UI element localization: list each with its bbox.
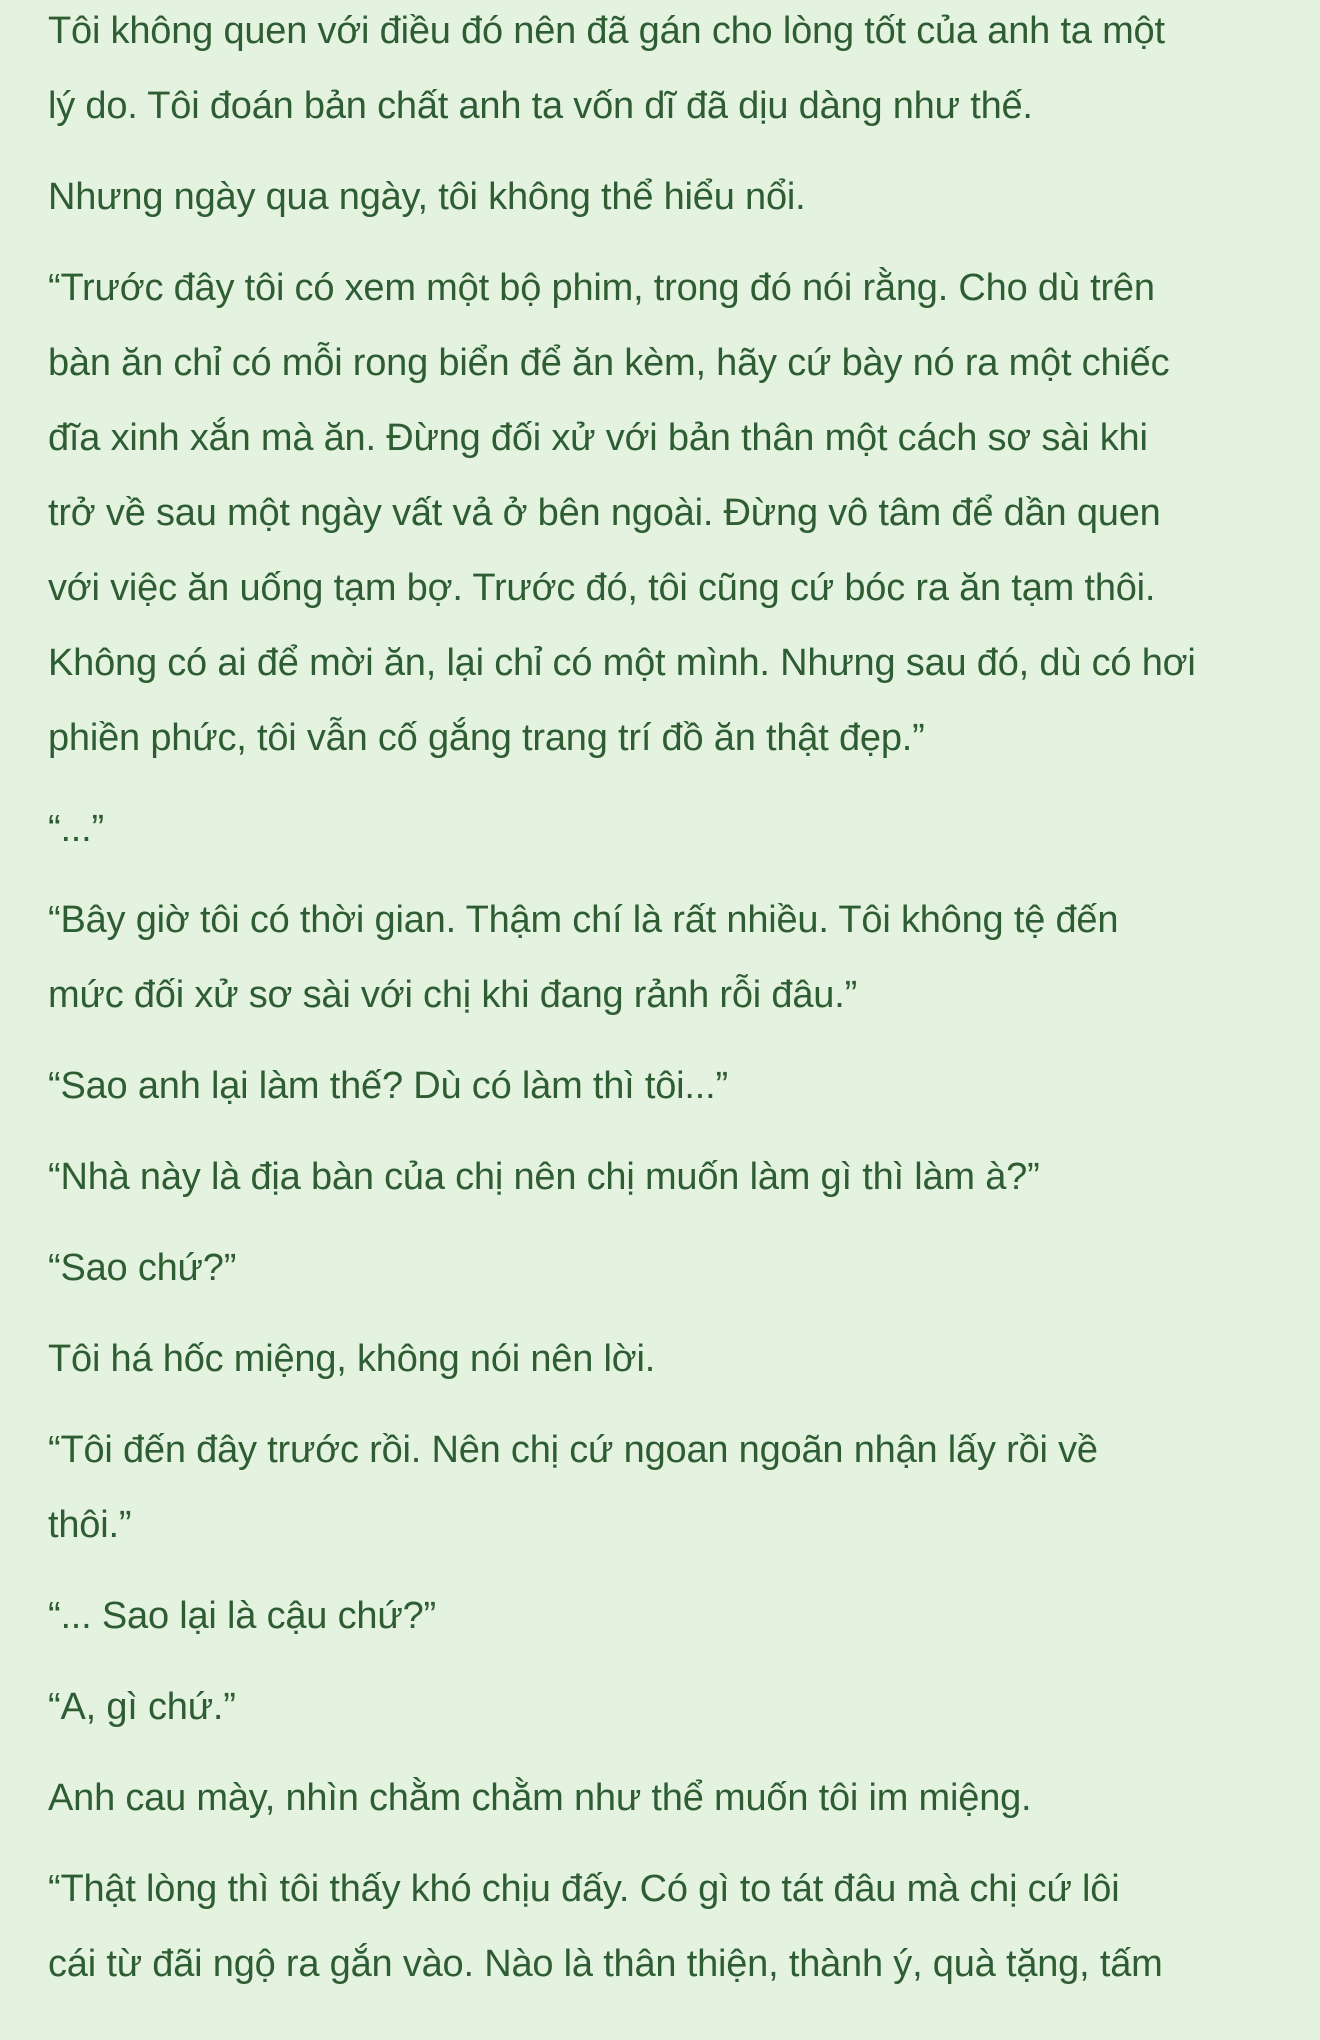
text-line: Nhưng ngày qua ngày, tôi không thể hiểu nổi. <box>48 176 806 218</box>
text-line: “Thật lòng thì tôi thấy khó chịu đấy. Có gì to tát đâu mà chị cứ lôi <box>48 1868 1120 1910</box>
text-line: “... Sao lại là cậu chứ?” <box>48 1595 436 1637</box>
text-line: bàn ăn chỉ có mỗi rong biển để ăn kèm, hãy cứ bày nó ra một chiếc <box>48 342 1170 384</box>
paragraph <box>48 1231 1272 1306</box>
text-line: “Sao chứ?” <box>48 1247 237 1289</box>
text-line: “Trước đây tôi có xem một bộ phim, trong đó nói rằng. Cho dù trên <box>48 267 1155 309</box>
paragraph <box>48 792 1272 867</box>
text-line: lý do. Tôi đoán bản chất anh ta vốn dĩ đã dịu dàng như thế. <box>48 85 1033 127</box>
text-line: “Sao anh lại làm thế? Dù có làm thì tôi...” <box>48 1065 728 1107</box>
paragraph <box>48 1322 1272 1397</box>
text-line: “Tôi đến đây trước rồi. Nên chị cứ ngoan ngoãn nhận lấy rồi về <box>48 1429 1098 1471</box>
paragraph <box>48 883 1272 1033</box>
text-line: đĩa xinh xắn mà ăn. Đừng đối xử với bản thân một cách sơ sài khi <box>48 417 1148 459</box>
text-line: mức đối xử sơ sài với chị khi đang rảnh rỗi đâu.” <box>48 974 858 1016</box>
paragraph <box>48 0 1272 144</box>
text-line: “A, gì chứ.” <box>48 1686 236 1728</box>
paragraph <box>48 251 1272 776</box>
paragraph <box>48 1670 1272 1745</box>
text-line: “Nhà này là địa bàn của chị nên chị muốn làm gì thì làm à?” <box>48 1156 1040 1198</box>
text-line: trở về sau một ngày vất vả ở bên ngoài. Đừng vô tâm để dần quen <box>48 492 1161 534</box>
text-line: Anh cau mày, nhìn chằm chằm như thể muốn tôi im miệng. <box>48 1777 1032 1819</box>
paragraph <box>48 1852 1272 2002</box>
story-text <box>48 0 1272 2002</box>
text-line: Không có ai để mời ăn, lại chỉ có một mình. Nhưng sau đó, dù có hơi <box>48 642 1196 684</box>
paragraph <box>48 160 1272 235</box>
paragraph <box>48 1413 1272 1563</box>
text-line: phiền phức, tôi vẫn cố gắng trang trí đồ ăn thật đẹp.” <box>48 717 925 759</box>
paragraph <box>48 1761 1272 1836</box>
text-line: “Bây giờ tôi có thời gian. Thậm chí là rất nhiều. Tôi không tệ đến <box>48 899 1119 941</box>
paragraph <box>48 1049 1272 1124</box>
text-line: với việc ăn uống tạm bợ. Trước đó, tôi cũng cứ bóc ra ăn tạm thôi. <box>48 567 1156 609</box>
text-line: “...” <box>48 808 104 850</box>
text-line: cái từ đãi ngộ ra gắn vào. Nào là thân thiện, thành ý, quà tặng, tấm <box>48 1943 1163 1985</box>
text-line: thôi.” <box>48 1504 132 1546</box>
paragraph <box>48 1579 1272 1654</box>
text-line: Tôi há hốc miệng, không nói nên lời. <box>48 1338 656 1380</box>
text-line: Tôi không quen với điều đó nên đã gán cho lòng tốt của anh ta một <box>48 10 1165 52</box>
paragraph <box>48 1140 1272 1215</box>
